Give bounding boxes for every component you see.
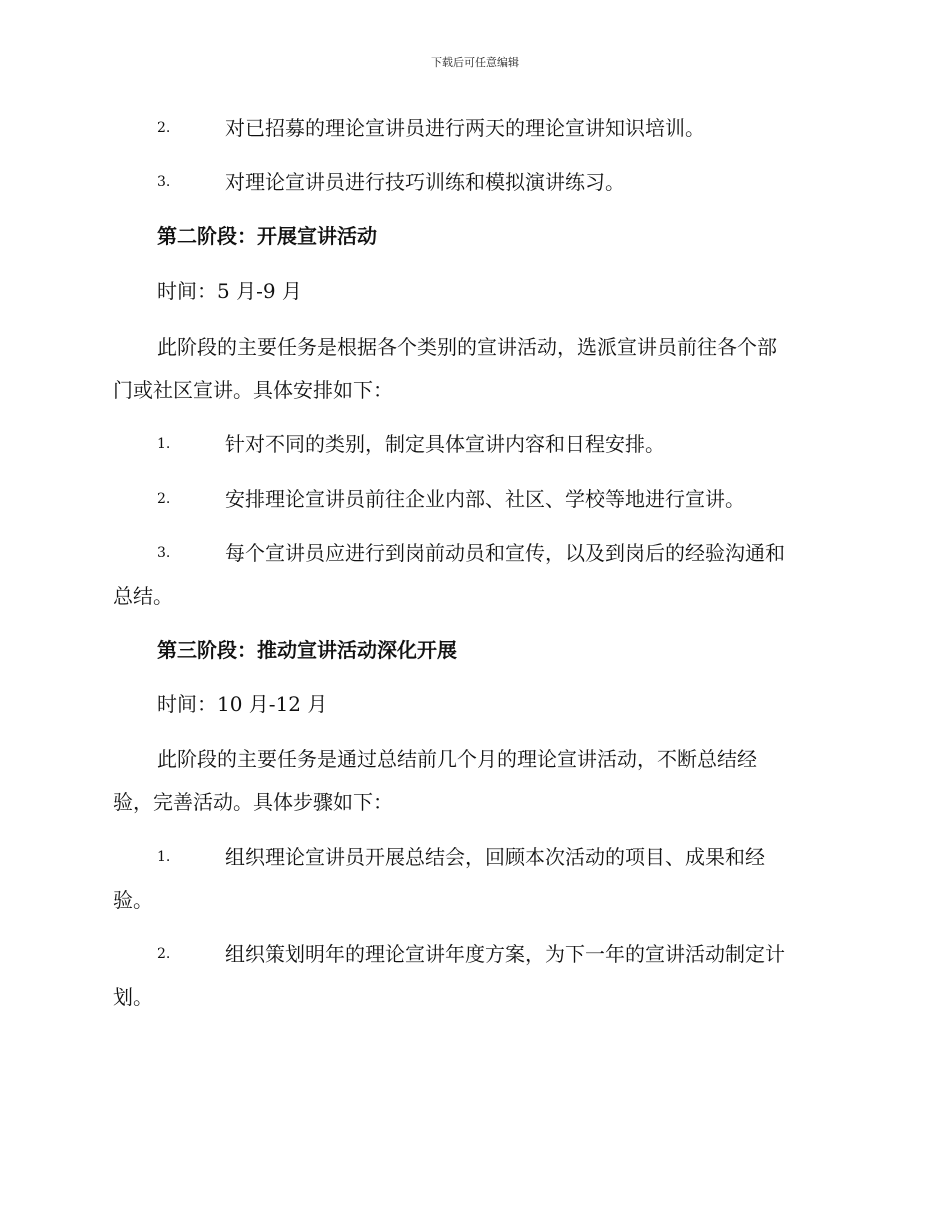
list-number: 3. [157, 545, 171, 561]
list-text-continuation: 验。 [113, 888, 153, 912]
stage2-intro-line2: 门或社区宣讲。具体安排如下： [113, 378, 393, 402]
list-text: 对理论宣讲员进行技巧训练和模拟演讲练习。 [225, 170, 625, 194]
list-text-continuation: 划。 [113, 985, 153, 1009]
list-text: 组织策划明年的理论宣讲年度方案，为下一年的宣讲活动制定计 [225, 942, 785, 966]
stage2-time-text: 时间：5 月-9 月 [157, 279, 302, 303]
paragraph-line [113, 372, 835, 408]
list-number: 1. [157, 849, 171, 865]
paragraph-line [113, 784, 835, 820]
stage3-heading-text: 第三阶段：推动宣讲活动深化开展 [157, 638, 457, 662]
list-number: 2. [157, 946, 171, 962]
list-item-continuation [113, 882, 835, 918]
stage2-intro-line1: 此阶段的主要任务是根据各个类别的宣讲活动，选派宣讲员前往各个部 [157, 335, 777, 359]
list-number: 1. [157, 436, 171, 452]
list-number: 3. [157, 174, 171, 190]
list-text: 安排理论宣讲员前往企业内部、社区、学校等地进行宣讲。 [225, 487, 745, 511]
list-number: 2. [157, 120, 171, 136]
list-text: 对已招募的理论宣讲员进行两天的理论宣讲知识培训。 [225, 116, 705, 140]
stage3-time-text: 时间：10 月-12 月 [157, 692, 328, 716]
list-text-continuation: 总结。 [113, 584, 173, 608]
list-item-continuation [113, 578, 835, 614]
stage3-intro-line2: 验，完善活动。具体步骤如下： [113, 790, 393, 814]
stage2-heading-text: 第二阶段：开展宣讲活动 [157, 224, 377, 248]
list-text: 针对不同的类别，制定具体宣讲内容和日程安排。 [225, 432, 665, 456]
list-number: 2. [157, 491, 171, 507]
stage3-intro-line1: 此阶段的主要任务是通过总结前几个月的理论宣讲活动，不断总结经 [157, 747, 757, 771]
list-item-continuation [113, 979, 835, 1015]
list-text: 组织理论宣讲员开展总结会，回顾本次活动的项目、成果和经 [225, 845, 765, 869]
list-text: 每个宣讲员应进行到岗前动员和宣传，以及到岗后的经验沟通和 [225, 541, 785, 565]
page-header: 下载后可任意编辑 [431, 56, 519, 69]
